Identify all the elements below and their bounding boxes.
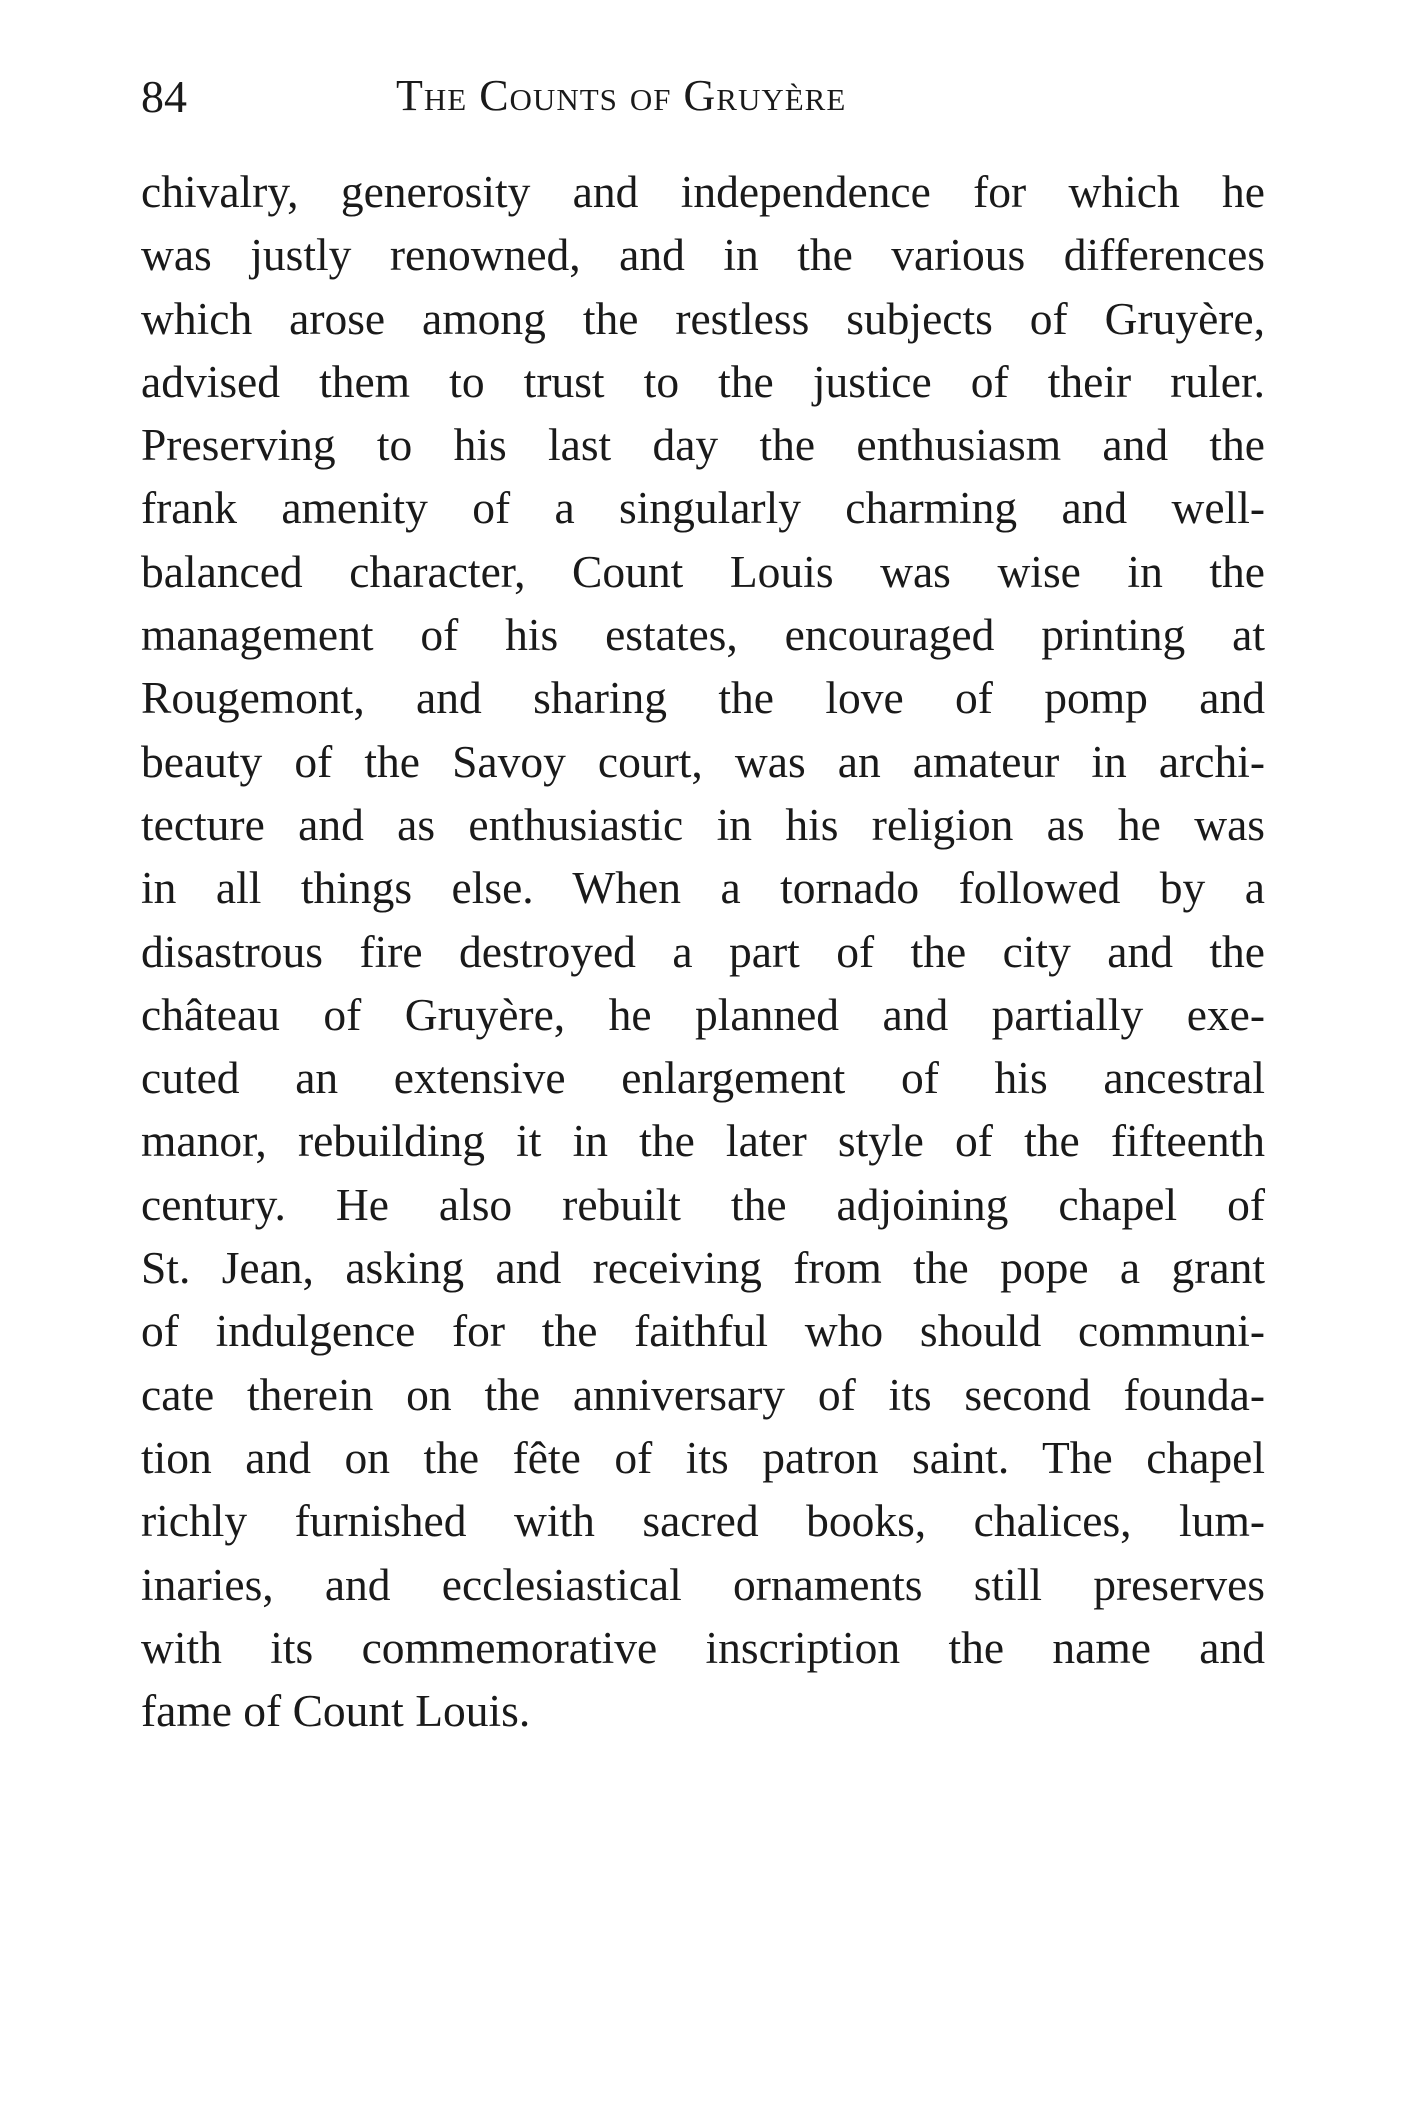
text-line: with its commemorative inscription the name and bbox=[141, 1621, 1265, 1673]
page-header bbox=[141, 70, 1265, 130]
text-line: cuted an extensive enlargement of his ancestral bbox=[141, 1052, 1265, 1104]
text-line: cate therein on the anniversary of its second founda- bbox=[141, 1368, 1265, 1420]
text-line: advised them to trust to the justice of their ruler. bbox=[141, 355, 1265, 407]
text-line: château of Gruyère, he planned and partially exe- bbox=[141, 988, 1265, 1040]
page-number: 84 bbox=[141, 71, 187, 122]
text-line: in all things else. When a tornado followed by a bbox=[141, 862, 1265, 914]
text-line: fame of Count Louis. bbox=[141, 1685, 531, 1737]
text-line: richly furnished with sacred books, chalices, lum- bbox=[141, 1495, 1265, 1547]
text-line: manor, rebuilding it in the later style of the fifteenth bbox=[141, 1115, 1265, 1167]
text-line: of indulgence for the faithful who should communi- bbox=[141, 1305, 1265, 1357]
text-line: frank amenity of a singularly charming and well- bbox=[141, 482, 1265, 534]
text-line: tion and on the fête of its patron saint. The chapel bbox=[141, 1431, 1265, 1483]
text-line: chivalry, generosity and independence for which he bbox=[141, 166, 1265, 217]
text-line: disastrous fire destroyed a part of the city and the bbox=[141, 925, 1265, 977]
text-line: century. He also rebuilt the adjoining chapel of bbox=[141, 1178, 1265, 1230]
text-line: tecture and as enthusiastic in his religion as he was bbox=[141, 798, 1265, 850]
text-line: inaries, and ecclesiastical ornaments still preserves bbox=[141, 1558, 1265, 1610]
running-title: The Counts of Gruyère bbox=[396, 71, 847, 120]
text-line: Preserving to his last day the enthusiasm and the bbox=[141, 419, 1265, 471]
text-line: was justly renowned, and in the various differences bbox=[141, 229, 1265, 281]
text-line: management of his estates, encouraged printing at bbox=[141, 609, 1265, 661]
text-line: Rougemont, and sharing the love of pomp and bbox=[141, 672, 1265, 724]
text-line: which arose among the restless subjects of Gruyère, bbox=[141, 292, 1265, 344]
body-text bbox=[141, 160, 1265, 1742]
text-line: St. Jean, asking and receiving from the pope a grant bbox=[141, 1242, 1265, 1294]
text-line: balanced character, Count Louis was wise in the bbox=[141, 545, 1265, 597]
text-line: beauty of the Savoy court, was an amateur in archi- bbox=[141, 735, 1265, 787]
